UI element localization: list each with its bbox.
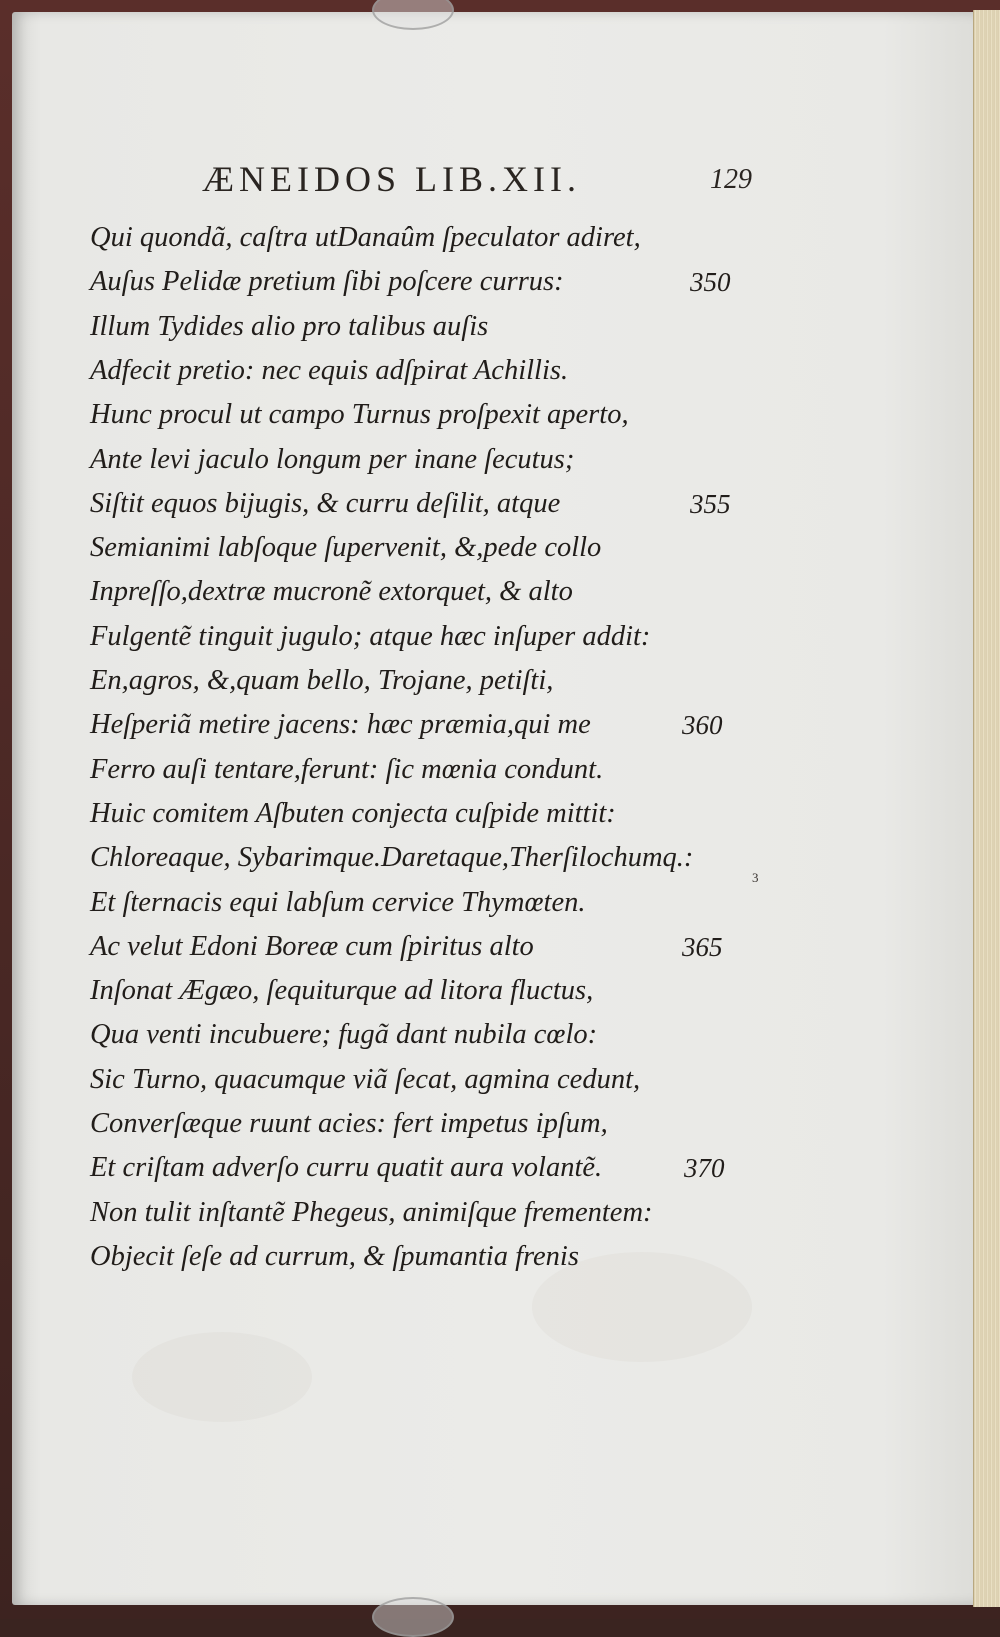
verse-text: Qua venti incubuere; fugã dant nubila cœlo: xyxy=(90,1019,598,1051)
verse-text: Huic comitem Aſbuten conjecta cuſpide mittit: xyxy=(90,797,616,829)
verse-text: Auſus Pelidæ pretium ſibi poſcere currus: xyxy=(90,266,564,298)
verse-line xyxy=(0,307,1000,347)
verse-text: Non tulit inſtantẽ Phegeus, animiſque frementem: xyxy=(90,1196,653,1228)
verse-text: Chloreaque, Sybarimque.Daretaque,Therſilochumq.: xyxy=(90,842,694,874)
verse-text: Fulgentẽ tinguit jugulo; atque hæc inſuper addit: xyxy=(90,620,651,652)
line-number: 365 xyxy=(682,931,723,962)
line-number: 360 xyxy=(682,710,723,741)
verse-text: Objecit ſeſe ad currum, & ſpumantia frenis xyxy=(90,1240,579,1272)
paper-stain xyxy=(132,1332,312,1422)
verse-text: Inpreſſo,dextræ mucronẽ extorquet, & alto xyxy=(90,576,573,608)
verse-line xyxy=(0,661,1000,701)
verse-text: Siſtit equos bijugis, & curru deſilit, atque xyxy=(90,487,561,519)
verse-line xyxy=(0,572,1000,612)
verse-text: Qui quondã, caſtra utDanaûm ſpeculator adiret, xyxy=(90,222,641,253)
verse-text: Converſæque ruunt acies: fert impetus ipſum, xyxy=(90,1108,608,1139)
verse-text: Ante levi jaculo longum per inane ſecutus; xyxy=(90,443,575,475)
page-header xyxy=(0,158,1000,208)
verse-line xyxy=(0,218,1000,258)
verse-text: Ferro auſi tentare,ferunt: ſic mœnia condunt. xyxy=(90,753,604,785)
line-number: 350 xyxy=(690,267,731,298)
verse-line xyxy=(0,1060,1000,1100)
verse-text: Ac velut Edoni Boreæ cum ſpiritus alto xyxy=(90,930,534,962)
verse-line xyxy=(0,1193,1000,1233)
verse-line xyxy=(0,1148,1000,1188)
verse-line xyxy=(0,927,1000,967)
verse-text: En,agros, &,quam bello, Trojane, petiſti, xyxy=(90,665,554,696)
verse-text: Et criſtam adverſo curru quatit aura volantẽ. xyxy=(90,1152,603,1184)
verse-line xyxy=(0,794,1000,834)
verse-line xyxy=(0,838,1000,878)
running-head: ÆNEIDOS LIB.XII. xyxy=(202,159,581,199)
verse-text: Et ſternacis equi labſum cervice Thymœten. xyxy=(90,886,586,918)
verse-line xyxy=(0,262,1000,302)
verse-line xyxy=(0,750,1000,790)
verse-line xyxy=(0,395,1000,435)
line-number: 370 xyxy=(684,1153,725,1184)
verse-line xyxy=(0,528,1000,568)
verse-line xyxy=(0,1015,1000,1055)
catchmark: 3 xyxy=(752,870,759,885)
verse-text: Heſperiã metire jacens: hæc præmia,qui me xyxy=(90,709,591,741)
page-number: 129 xyxy=(710,164,752,195)
verse-text: Sic Turno, quacumque viã ſecat, agmina cedunt, xyxy=(90,1063,641,1095)
verse-line xyxy=(0,971,1000,1011)
line-number: 355 xyxy=(690,488,731,519)
verse-line xyxy=(0,617,1000,657)
verse-text: Illum Tydides alio pro talibus auſis xyxy=(90,310,489,342)
verse-line xyxy=(0,1104,1000,1144)
verse-line xyxy=(0,1237,1000,1277)
verse-line xyxy=(0,351,1000,391)
verse-line xyxy=(0,883,1000,923)
verse-text: Inſonat Ægæo, ſequiturque ad litora fluctus, xyxy=(90,975,594,1007)
verse-text: Semianimi labſoque ſupervenit, &,pede collo xyxy=(90,532,602,564)
verse-line xyxy=(0,440,1000,480)
verse-line xyxy=(0,705,1000,745)
verse-text: Adfecit pretio: nec equis adſpirat Achillis. xyxy=(90,354,569,386)
verse-text: Hunc procul ut campo Turnus proſpexit aperto, xyxy=(90,399,629,431)
verse-line xyxy=(0,484,1000,524)
page-clip-bottom xyxy=(372,1597,454,1637)
